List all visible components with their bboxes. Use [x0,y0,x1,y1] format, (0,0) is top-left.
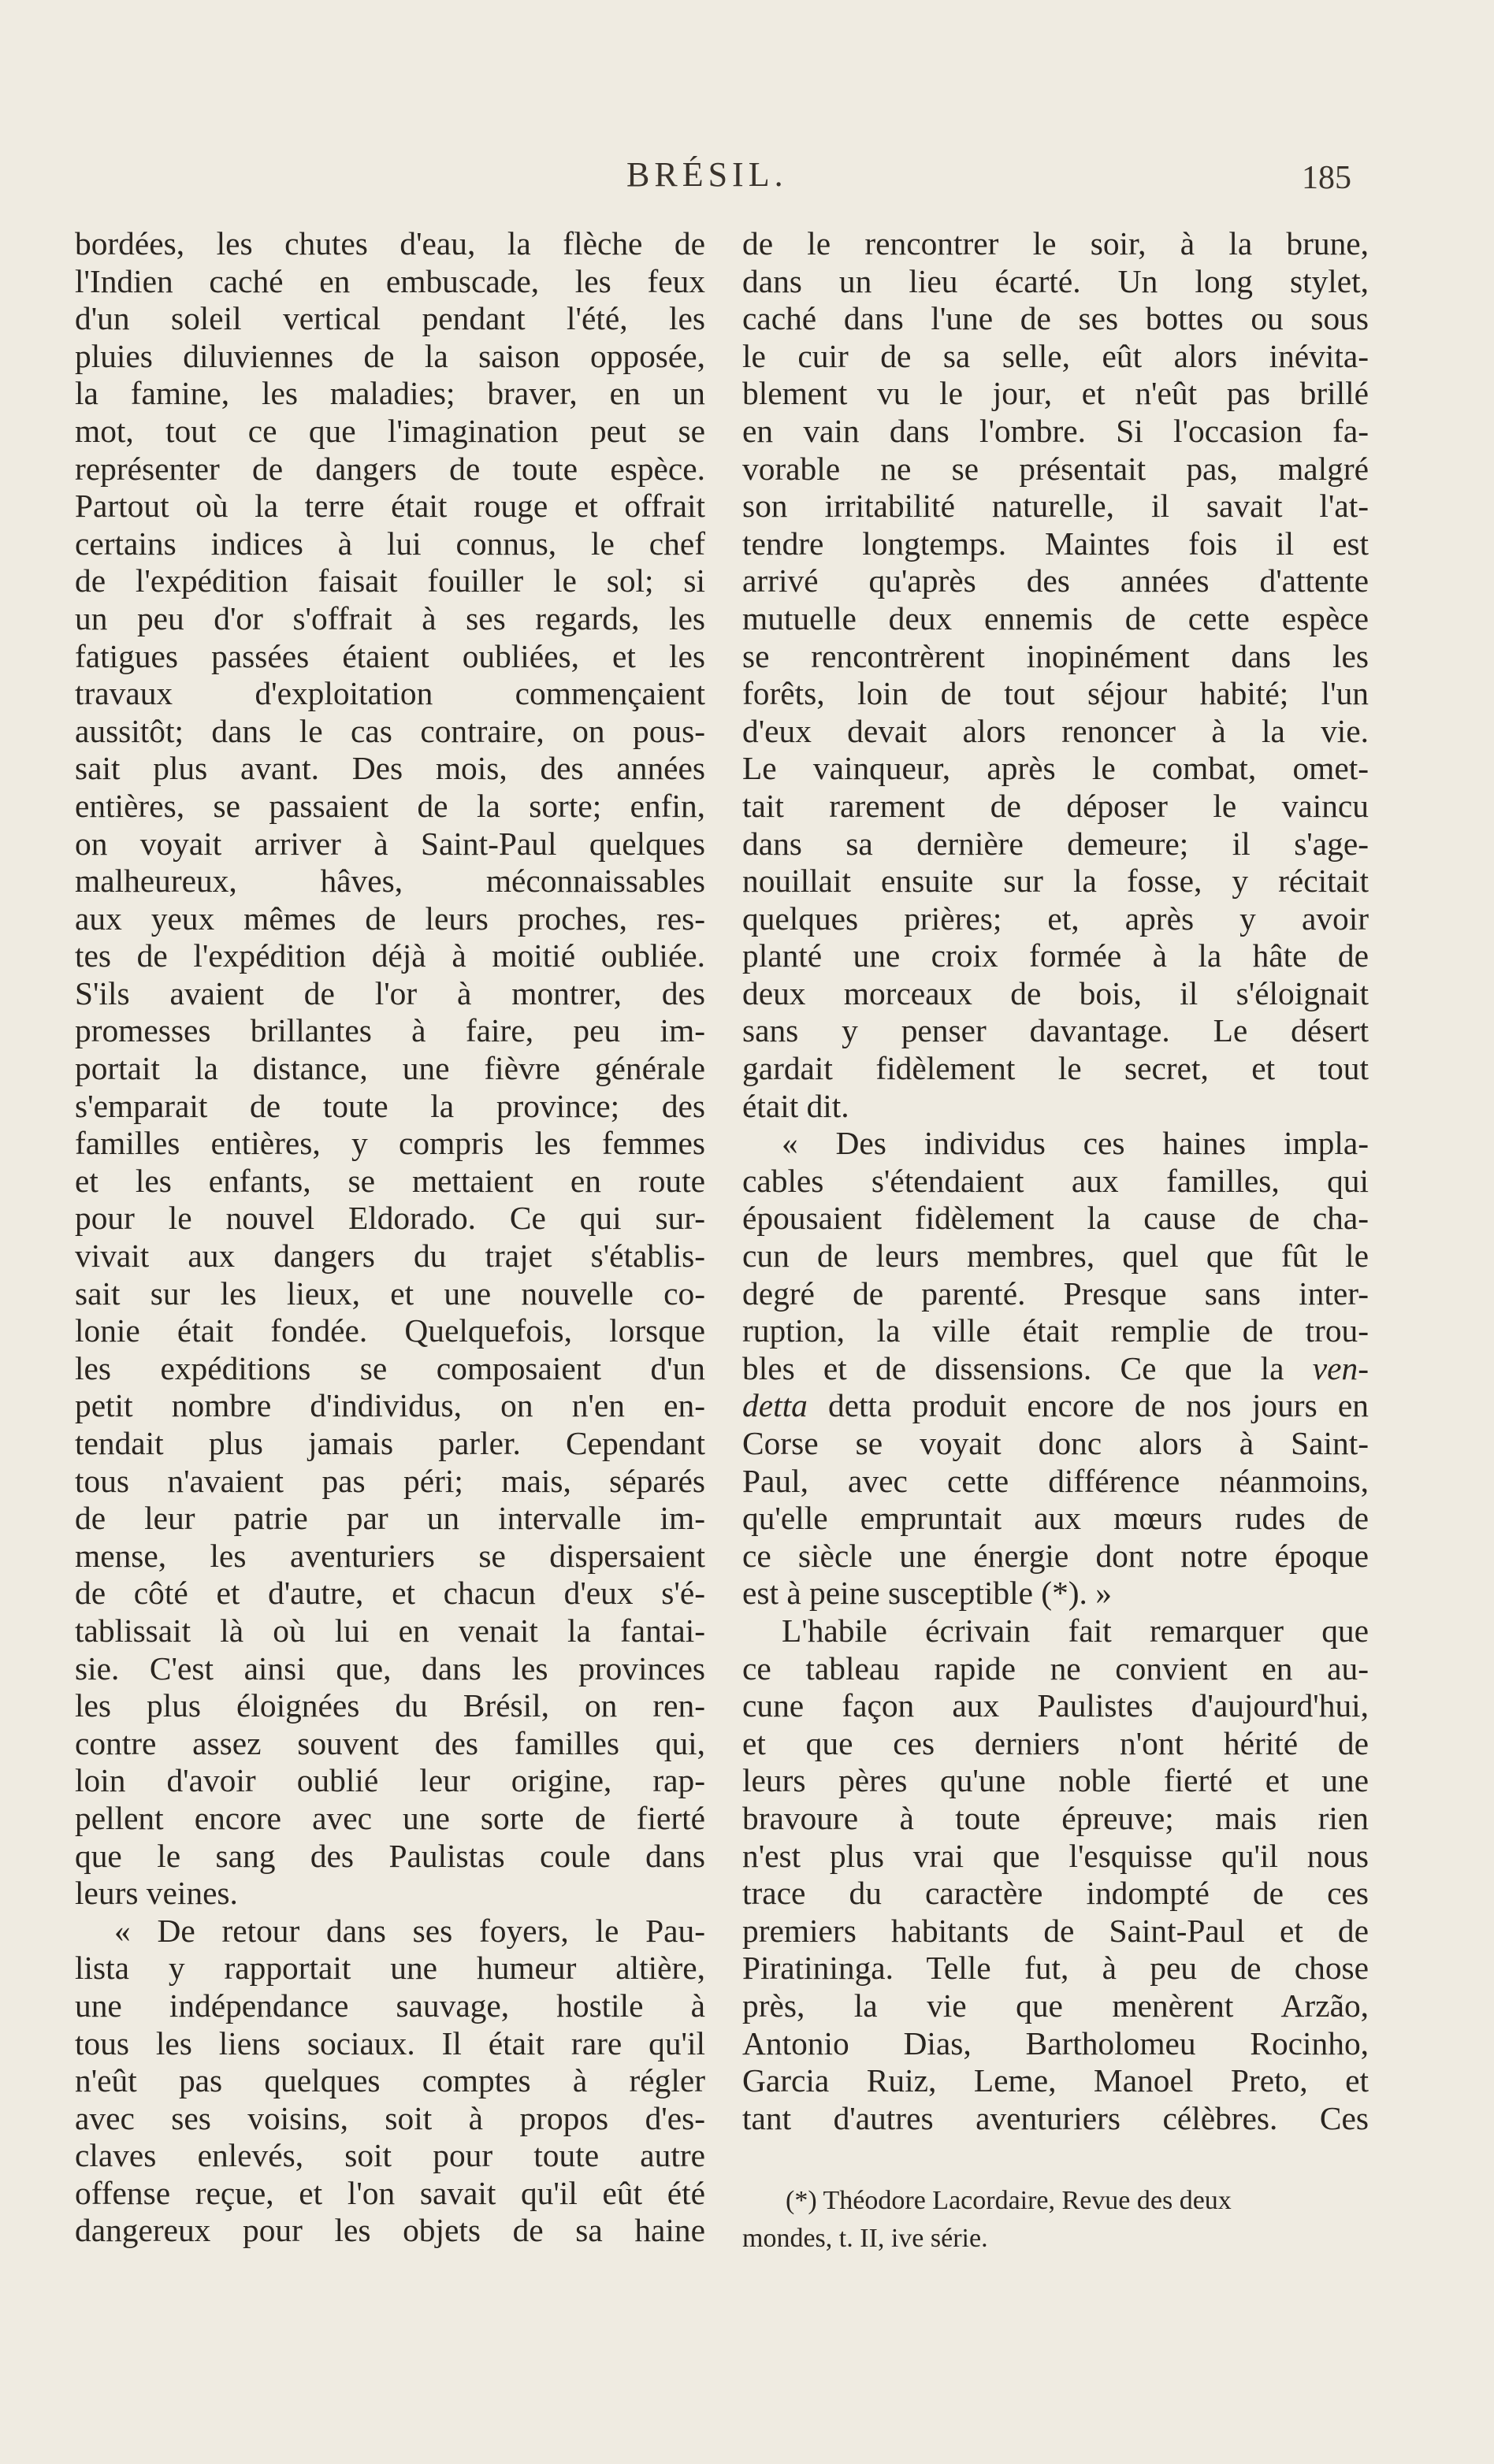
text-line: était dit. [742,1087,849,1124]
text-line: de l'expédition faisait fouiller le sol; si [75,562,705,599]
text-line: Piratininga. Telle fut, à peu de chose [742,1950,1369,1987]
text-line: on voyait arriver à Saint-Paul quelques [75,825,705,862]
text-line: qu'elle empruntait aux mœurs rudes de [742,1500,1369,1537]
right-text-column [742,225,1369,2137]
text-line: n'est plus vrai que l'esquisse qu'il nous [742,1837,1369,1874]
text-line: Le vainqueur, après le combat, omet- [742,750,1369,787]
text-line: pluies diluviennes de la saison opposée, [75,337,705,374]
text-line: Garcia Ruiz, Leme, Manoel Preto, et [742,2062,1369,2099]
text-line: degré de parenté. Presque sans inter- [742,1275,1369,1312]
footnote [742,2182,1369,2258]
text-line: représenter de dangers de toute espèce. [75,450,705,487]
text-line: en vain dans l'ombre. Si l'occasion fa- [742,412,1369,449]
text-line: loin d'avoir oublié leur origine, rap- [75,1762,705,1799]
text-line: claves enlevés, soit pour toute autre [75,2137,705,2174]
text-line: ce tableau rapide ne convient en au- [742,1649,1369,1687]
text-line: de le rencontrer le soir, à la brune, [742,225,1369,262]
text-line: tant d'autres aventuriers célèbres. Ces [742,2099,1369,2136]
text-line: mense, les aventuriers se dispersaient [75,1537,705,1574]
text-line: mot, tout ce que l'imagination peut se [75,412,705,449]
italic-word: ven- [1312,1349,1369,1386]
text-line: l'Indien caché en embuscade, les feux [75,262,705,299]
text-line: tablissait là où lui en venait la fantai- [75,1612,705,1649]
text-line: petit nombre d'individus, on n'en en- [75,1387,705,1424]
text-line: les expéditions se composaient d'un [75,1349,705,1386]
text-line: d'un soleil vertical pendant l'été, les [75,300,705,337]
text-line: deux morceaux de bois, il s'éloignait [742,974,1369,1011]
running-head [0,154,1494,210]
text-line: mutuelle deux ennemis de cette espèce [742,599,1369,636]
text-line: familles entières, y compris les femmes [75,1125,705,1162]
text-line: lonie était fondée. Quelquefois, lorsque [75,1312,705,1349]
text-line: son irritabilité naturelle, il savait l'at- [742,488,1369,525]
text-line: le cuir de sa selle, eût alors inévita- [742,337,1369,374]
italic-word: detta [742,1387,808,1424]
page-number: 185 [1302,160,1351,196]
text-line: L'habile écrivain fait remarquer que [782,1612,1369,1649]
text-line: Paul, avec cette différence néanmoins, [742,1462,1369,1499]
text-line: aux yeux mêmes de leurs proches, res- [75,900,705,937]
text-line: cables s'étendaient aux familles, qui [742,1162,1369,1199]
text-line: gardait fidèlement le secret, et tout [742,1050,1369,1087]
text-line: premiers habitants de Saint-Paul et de [742,1912,1369,1949]
text-line: blement vu le jour, et n'eût pas brillé [742,375,1369,412]
text-line-with-italic [742,1387,1369,1425]
text-line: que le sang des Paulistas coule dans [75,1837,705,1874]
text-line: d'eux devait alors renoncer à la vie. [742,712,1369,749]
text-line: Antonio Dias, Bartholomeu Rocinho, [742,2024,1369,2061]
text-line: ruption, la ville était remplie de trou- [742,1312,1369,1349]
text-line: n'eût pas quelques comptes à régler [75,2062,705,2099]
text-line: avec ses voisins, soit à propos d'es- [75,2099,705,2136]
footnote-line: (*) Théodore Lacordaire, Revue des deux [786,2186,1232,2215]
text-line: épousaient fidèlement la cause de cha- [742,1200,1369,1237]
text-line: s'emparait de toute la province; des [75,1087,705,1124]
text-line: portait la distance, une fièvre générale [75,1050,705,1087]
text-line: dans sa dernière demeure; il s'age- [742,825,1369,862]
text-line: fatigues passées étaient oubliées, et les [75,637,705,674]
text-line: leurs pères qu'une noble fierté et une [742,1762,1369,1799]
text-line: arrivé qu'après des années d'attente [742,562,1369,599]
text-line: nouillait ensuite sur la fosse, y récitait [742,863,1369,900]
text-fragment: detta produit encore de nos jours en [827,1387,1369,1424]
text-line: pellent encore avec une sorte de fierté [75,1799,705,1836]
text-line: dans un lieu écarté. Un long stylet, [742,262,1369,299]
text-line: et que ces derniers n'ont hérité de [742,1724,1369,1761]
text-line: la famine, les maladies; braver, en un [75,375,705,412]
text-line: S'ils avaient de l'or à montrer, des [75,974,705,1011]
text-line: tes de l'expédition déjà à moitié oubliée. [75,937,705,974]
text-line: cune façon aux Paulistes d'aujourd'hui, [742,1687,1369,1724]
text-line: tait rarement de déposer le vaincu [742,787,1369,824]
text-line: leurs veines. [75,1875,238,1912]
text-line: bordées, les chutes d'eau, la flèche de [75,225,705,262]
text-line: tendait plus jamais parler. Cependant [75,1425,705,1461]
text-line: Partout où la terre était rouge et offrait [75,488,705,525]
text-line: lista y rapportait une humeur altière, [75,1950,705,1987]
text-line: forêts, loin de tout séjour habité; l'un [742,675,1369,712]
text-line: sie. C'est ainsi que, dans les provinces [75,1649,705,1687]
text-line: trace du caractère indompté de ces [742,1875,1369,1912]
text-line: vivait aux dangers du trajet s'établis- [75,1238,705,1275]
text-line: près, la vie que menèrent Arzão, [742,1987,1369,2024]
text-line: les plus éloignées du Brésil, on ren- [75,1687,705,1724]
text-line: « De retour dans ses foyers, le Pau- [114,1912,705,1949]
text-line: certains indices à lui connus, le chef [75,525,705,562]
text-line: sait sur les lieux, et une nouvelle co- [75,1275,705,1312]
text-line: planté une croix formée à la hâte de [742,937,1369,974]
text-line: promesses brillantes à faire, peu im- [75,1012,705,1049]
text-line: malheureux, hâves, méconnaissables [75,863,705,900]
text-line: sans y penser davantage. Le désert [742,1012,1369,1049]
text-line: de côté et d'autre, et chacun d'eux s'é- [75,1575,705,1612]
text-line: quelques prières; et, après y avoir [742,900,1369,937]
text-line: « Des individus ces haines impla- [782,1125,1369,1162]
text-line-with-italic [742,1350,1369,1388]
text-line: tendre longtemps. Maintes fois il est [742,525,1369,562]
footnote-line: mondes, t. II, ive série. [742,2224,988,2253]
text-line: une indépendance sauvage, hostile à [75,1987,705,2024]
text-line: de leur patrie par un intervalle im- [75,1500,705,1537]
text-line: ce siècle une énergie dont notre époque [742,1537,1369,1574]
text-line: aussitôt; dans le cas contraire, on pous- [75,712,705,749]
text-line: travaux d'exploitation commençaient [75,675,705,712]
page-title: BRÉSIL. [626,155,788,194]
text-line: tous les liens sociaux. Il était rare qu'il [75,2024,705,2061]
text-line: dangereux pour les objets de sa haine [75,2212,705,2249]
text-line: est à peine susceptible (*). » [742,1575,1112,1612]
text-line: bravoure à toute épreuve; mais rien [742,1799,1369,1836]
text-line: se rencontrèrent inopinément dans les [742,637,1369,674]
text-fragment: bles et de dissensions. Ce que la [742,1349,1313,1386]
text-line: entières, se passaient de la sorte; enfin, [75,787,705,824]
text-line: pour le nouvel Eldorado. Ce qui sur- [75,1200,705,1237]
left-text-column [75,225,705,2250]
text-line: un peu d'or s'offrait à ses regards, les [75,599,705,636]
text-line: contre assez souvent des familles qui, [75,1724,705,1761]
text-line: tous n'avaient pas péri; mais, séparés [75,1462,705,1499]
text-line: caché dans l'une de ses bottes ou sous [742,300,1369,337]
text-line: offense reçue, et l'on savait qu'il eût été [75,2174,705,2211]
text-line: vorable ne se présentait pas, malgré [742,450,1369,487]
text-line: sait plus avant. Des mois, des années [75,750,705,787]
text-line: cun de leurs membres, quel que fût le [742,1238,1369,1275]
text-line: Corse se voyait donc alors à Saint- [742,1425,1369,1461]
text-line: et les enfants, se mettaient en route [75,1162,705,1199]
